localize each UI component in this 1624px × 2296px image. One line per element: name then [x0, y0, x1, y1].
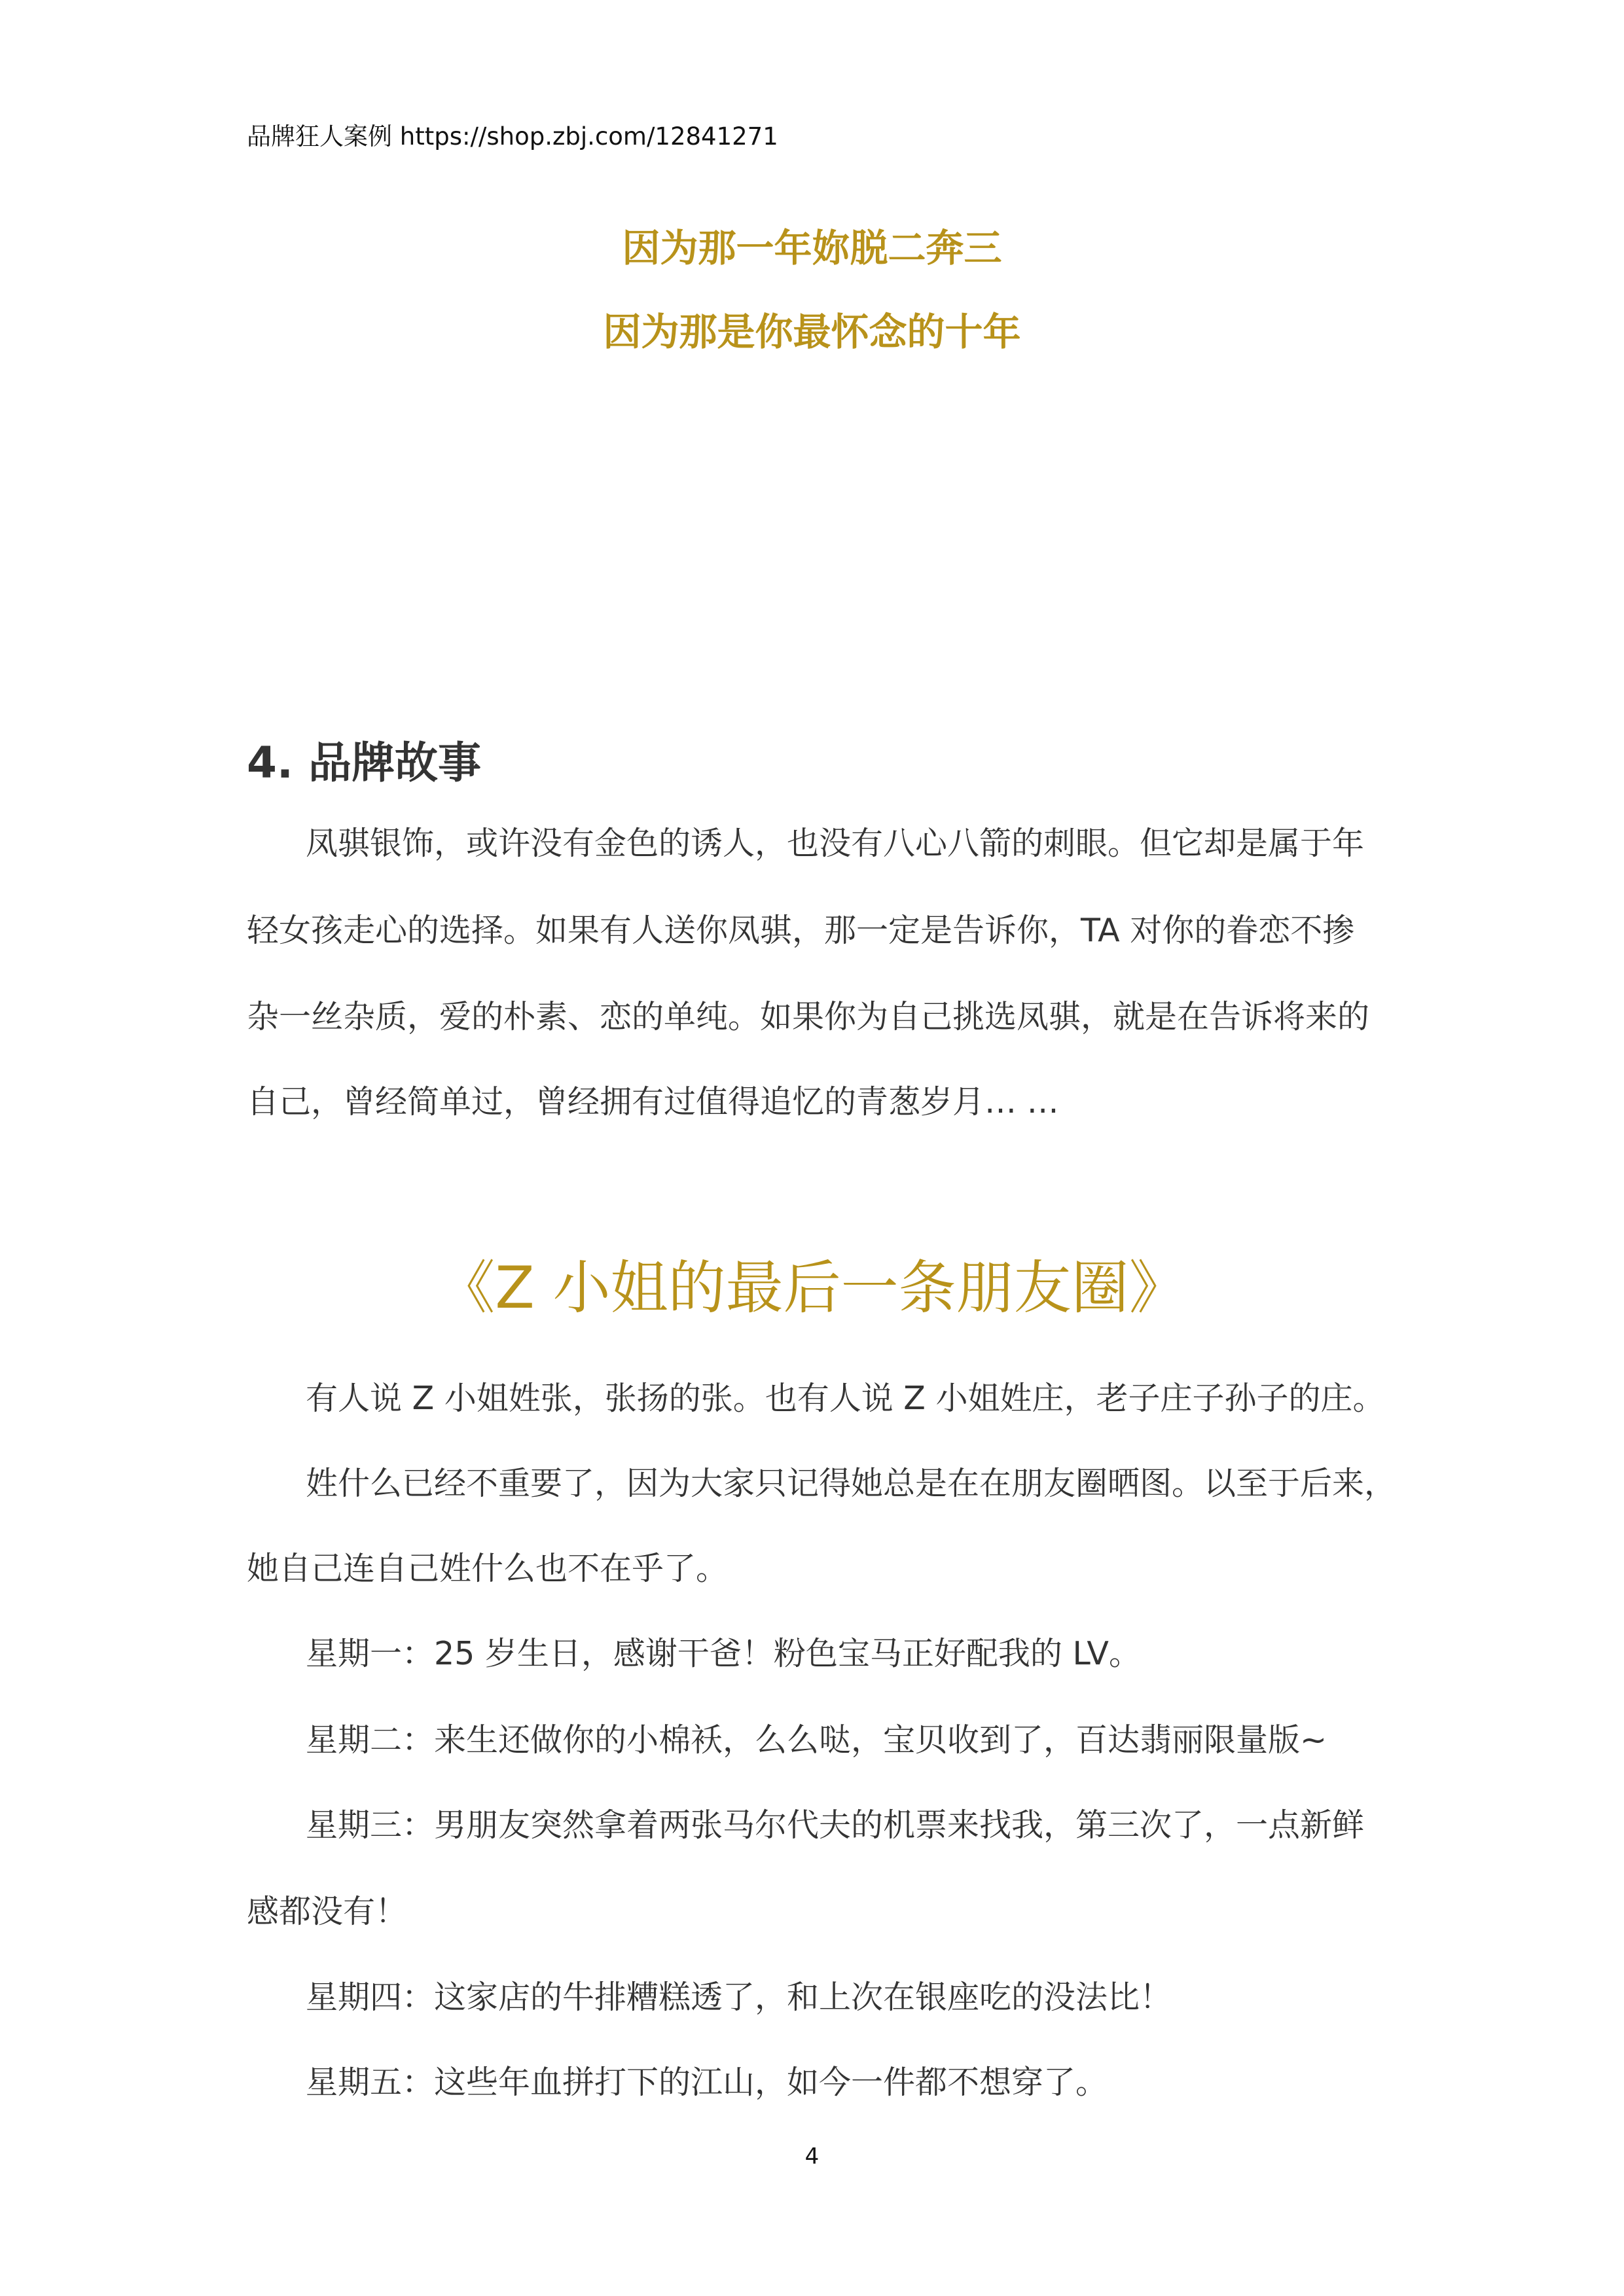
slogan-line-2: 因为那是你最怀念的十年 [603, 310, 1021, 354]
story-line-wednesday: 星期三：男朋友突然拿着两张马尔代夫的机票来找我，第三次了，一点新鲜 [306, 1806, 1365, 1844]
brand-story-line-2: 轻女孩走心的选择。如果有人送你凤骐，那一定是告诉你，TA 对你的眷恋不掺 [247, 912, 1355, 949]
story-line-2: 姓什么已经不重要了，因为大家只记得她总是在在朋友圈晒图。以至于后来， [306, 1465, 1397, 1502]
story-line-1: 有人说 Z 小姐姓张，张扬的张。也有人说 Z 小姐姓庄，老子庄子孙子的庄。 [306, 1380, 1385, 1417]
brand-story-line-4: 自己，曾经简单过，曾经拥有过值得追忆的青葱岁月… … [247, 1083, 1059, 1121]
story-title: 《Z 小姐的最后一条朋友圈》 [437, 1254, 1187, 1321]
section-heading: 4. 品牌故事 [247, 738, 481, 788]
brand-story-line-3: 杂一丝杂质，爱的朴素、恋的单纯。如果你为自己挑选凤骐，就是在告诉将来的 [247, 998, 1370, 1035]
story-line-tuesday: 星期二：来生还做你的小棉袄，么么哒，宝贝收到了，百达翡丽限量版~ [306, 1721, 1327, 1759]
story-line-wednesday-cont: 感都没有！ [247, 1893, 408, 1930]
page-header: 品牌狂人案例 https://shop.zbj.com/12841271 [247, 122, 778, 151]
slogan-line-1: 因为那一年妳脱二奔三 [622, 226, 1002, 270]
story-line-thursday: 星期四：这家店的牛排糟糕透了，和上次在银座吃的没法比！ [306, 1979, 1172, 2016]
story-line-friday: 星期五：这些年血拼打下的江山，如今一件都不想穿了。 [306, 2064, 1108, 2101]
story-line-3: 她自己连自己姓什么也不在乎了。 [247, 1550, 729, 1587]
brand-story-line-1: 凤骐银饰，或许没有金色的诱人，也没有八心八箭的刺眼。但它却是属于年 [306, 825, 1365, 862]
page-number: 4 [804, 2144, 820, 2170]
story-line-monday: 星期一：25 岁生日，感谢干爸！粉色宝马正好配我的 LV。 [306, 1635, 1141, 1672]
